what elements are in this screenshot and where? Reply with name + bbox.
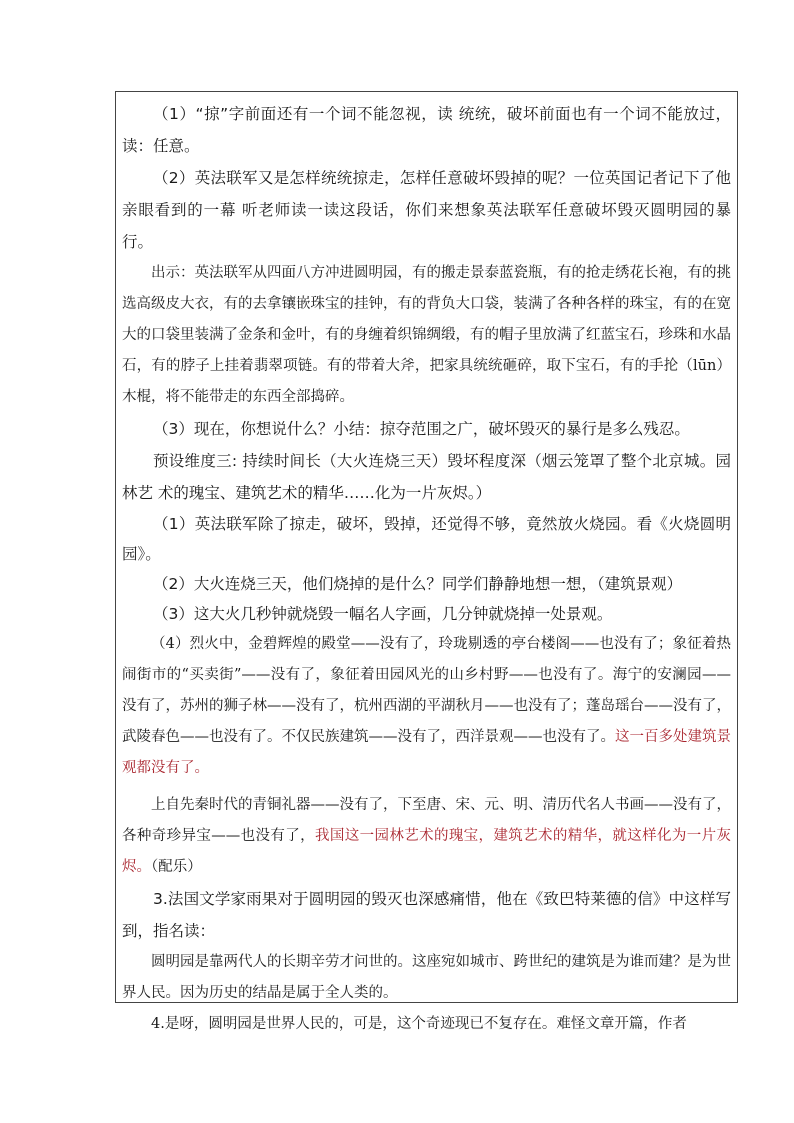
paragraph-5: （2）大火连烧三天，他们烧掉的是什么？同学们静静地想一想，（建筑景观） bbox=[153, 575, 683, 593]
lesson-content bbox=[122, 92, 731, 1040]
treasures-tail: （配乐） bbox=[151, 859, 202, 875]
treasures-highlight: 我国这一园林艺术的瑰宝，建筑艺术的精华，就这样化为一片灰烬。 bbox=[122, 828, 732, 875]
paragraph-4: （1）英法联军除了掠走，破坏，毁掉，还觉得不够，竟然放火烧园。看《火烧圆明园》。 bbox=[122, 515, 731, 563]
paragraph-hugo-intro: 3.法国文学家雨果对于圆明园的毁灭也深感痛惜，他在《致巴特莱德的信》中这样写到，指名读： bbox=[122, 890, 731, 940]
quote-paragraph-hugo: 圆明园是靠两代人的长期辛劳才问世的。这座宛如城市、跨世纪的建筑是为谁而建？是为世界人民。因为历史的结晶是属于全人类的。 bbox=[122, 954, 731, 1001]
lesson-table-cell bbox=[115, 91, 738, 1032]
paragraph-6: （3）这大火几秒钟就烧毁一幅名人字画，几分钟就烧掉一处景观。 bbox=[153, 605, 613, 623]
paragraph-1: （1）“掠”字前面还有一个词不能忽视，读 统统，破坏前面也有一个词不能放过，读：任意。 bbox=[122, 105, 731, 155]
paragraph-7: 4.是呀，圆明园是世界人民的，可是，这个奇迹现已不复存在。难怪文章开篇，作者 bbox=[151, 1016, 687, 1032]
paragraph-fire-scene bbox=[122, 629, 731, 784]
quote-paragraph-soldiers: 出示：英法联军从四面八方冲进圆明园，有的搬走景泰蓝瓷瓶，有的抢走绣花长袍，有的挑选高级皮大衣，有的去拿镶嵌珠宝的挂钟，有的背负大口袋，装满了各种各样的珠宝，有的在宽大的口袋里装满了金条和金叶，有的身缠着织锦绸缎，有的帽子里放满了红蓝宝石，珍珠和水晶石，有的脖子上挂着翡翠项链。有的带着大斧，把家具统统砸碎，取下宝石，有的手抡（lūn）木棍，将不能带走的东西全部捣碎。 bbox=[122, 265, 731, 405]
fire-scene-highlight: 这一百多处建筑景观都没有了。 bbox=[122, 729, 731, 776]
treasures-text: 上自先秦时代的青铜礼器——没有了，下至唐、宋、元、明、清历代名人书画——没有了，各种奇珍异宝——也没有了， bbox=[122, 797, 731, 844]
fire-scene-text: （4）烈火中，金碧辉煌的殿堂——没有了，玲珑剔透的亭台楼阁——也没有了；象征着热闹街市的“买卖街”——没有了，象征着田园风光的山乡村野——也没有了。海宁的安澜园——没有了，苏州的狮子林——没有了，杭州西湖的平湖秋月——也没有了；蓬岛瑶台——没有了，武陵春色——也没有了。不仅民族建筑——没有了，西洋景观——也没有了。 bbox=[122, 636, 731, 745]
paragraph-treasures bbox=[122, 790, 731, 883]
paragraph-2: （2）英法联军又是怎样统统掠走，怎样任意破坏毁掉的呢？一位英国记者记下了他亲眼看到的一幕 听老师读一读这段话，你们来想象英法联军任意破坏毁灭圆明园的暴行。 bbox=[122, 169, 731, 251]
paragraph-dimension-three: 预设维度三: 持续时间长（大火连烧三天）毁坏程度深（烟云笼罩了整个北京城。园林艺 术的瑰宝、建筑艺术的精华……化为一片灰烬。） bbox=[122, 452, 731, 502]
paragraph-3: （3）现在，你想说什么？小结：掠夺范围之广，破坏毁灭的暴行是多么残忍。 bbox=[153, 420, 690, 438]
